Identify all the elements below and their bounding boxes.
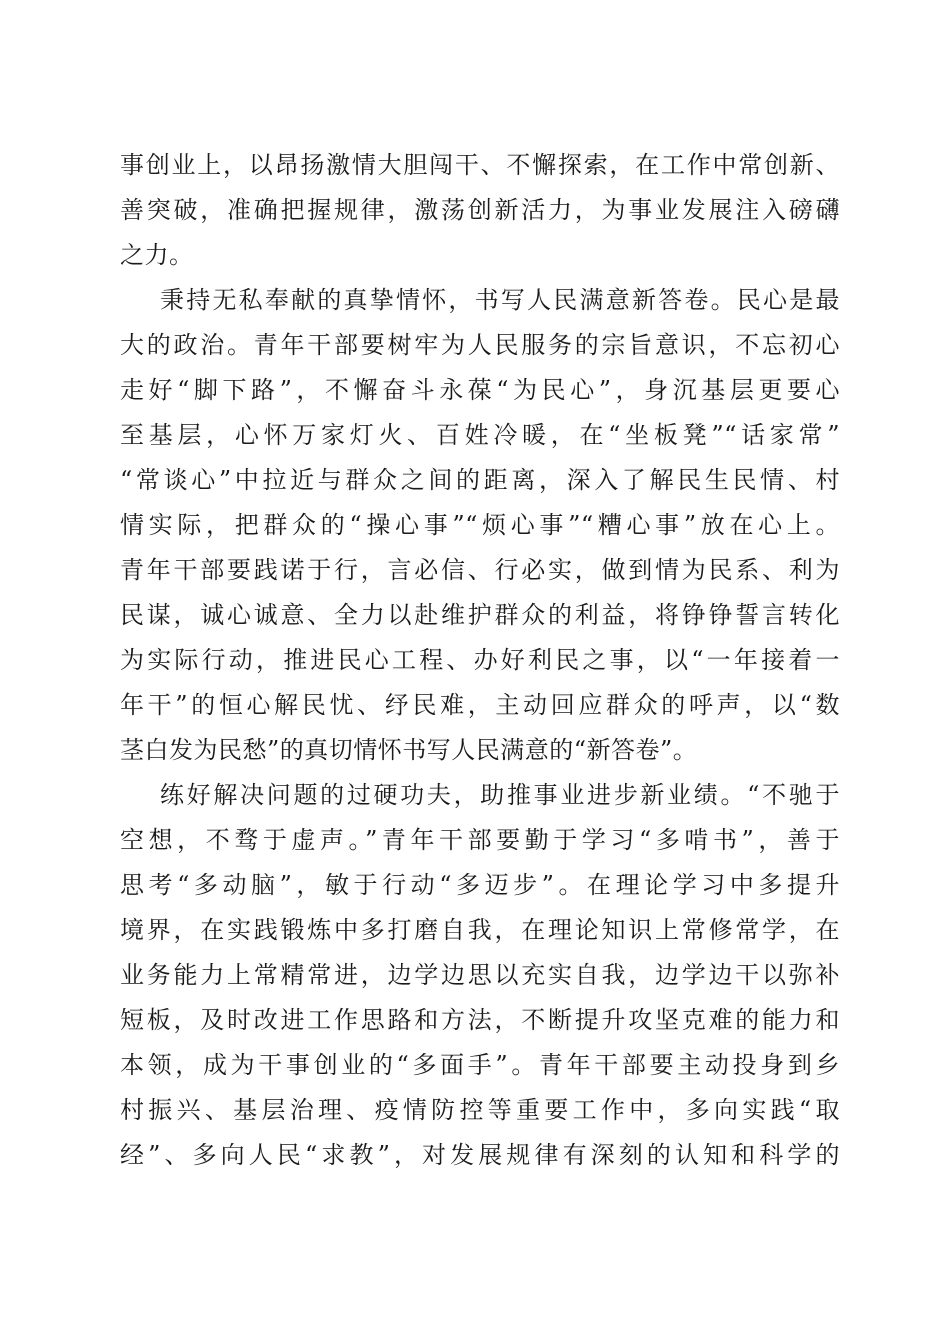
text-line: 事创业上，以昂扬激情大胆闯干、不懈探索，在工作中常创新、	[120, 151, 840, 179]
text-line: 至基层，心怀万家灯火、百姓冷暖，在“坐板凳”“话家常”	[120, 421, 840, 449]
text-line: 短板，及时改进工作思路和方法，不断提升攻坚克难的能力和	[120, 1006, 840, 1034]
text-line: 大的政治。青年干部要树牢为人民服务的宗旨意识，不忘初心	[120, 331, 840, 359]
text-line: 之力。	[120, 241, 194, 269]
text-line: 本领，成为干事创业的“多面手”。青年干部要主动投身到乡	[120, 1051, 840, 1079]
text-line: “常谈心”中拉近与群众之间的距离，深入了解民生民情、村	[120, 466, 840, 494]
text-line: 业务能力上常精常进，边学边思以充实自我，边学边干以弥补	[120, 961, 840, 989]
text-line: 善突破，准确把握规律，激荡创新活力，为事业发展注入磅礴	[120, 196, 840, 224]
body-text	[120, 143, 840, 1178]
text-line: 青年干部要践诺于行，言必信、行必实，做到情为民系、利为	[120, 556, 840, 584]
paragraph-start-line: 练好解决问题的过硬功夫，助推事业进步新业绩。“不驰于	[160, 781, 840, 809]
paragraph-start-line: 秉持无私奉献的真挚情怀，书写人民满意新答卷。民心是最	[160, 286, 840, 314]
text-line: 为实际行动，推进民心工程、办好利民之事，以“一年接着一	[120, 646, 840, 674]
text-line: 经”、多向人民“求教”，对发展规律有深刻的认知和科学的	[120, 1141, 840, 1169]
text-line: 走好“脚下路”，不懈奋斗永葆“为民心”，身沉基层更要心	[120, 376, 840, 404]
text-line: 空想，不骛于虚声。”青年干部要勤于学习“多啃书”，善于	[120, 826, 840, 854]
text-line: 茎白发为民愁”的真切情怀书写人民满意的“新答卷”。	[120, 736, 698, 764]
text-line: 民谋，诚心诚意、全力以赴维护群众的利益，将铮铮誓言转化	[120, 601, 840, 629]
text-line: 年干”的恒心解民忧、纾民难，主动回应群众的呼声，以“数	[120, 691, 840, 719]
text-line: 村振兴、基层治理、疫情防控等重要工作中，多向实践“取	[120, 1096, 840, 1124]
text-line: 境界，在实践锻炼中多打磨自我，在理论知识上常修常学，在	[120, 916, 840, 944]
text-line: 思考“多动脑”，敏于行动“多迈步”。在理论学习中多提升	[120, 871, 840, 899]
text-line: 情实际，把群众的“操心事”“烦心事”“糟心事”放在心上。	[120, 511, 840, 539]
